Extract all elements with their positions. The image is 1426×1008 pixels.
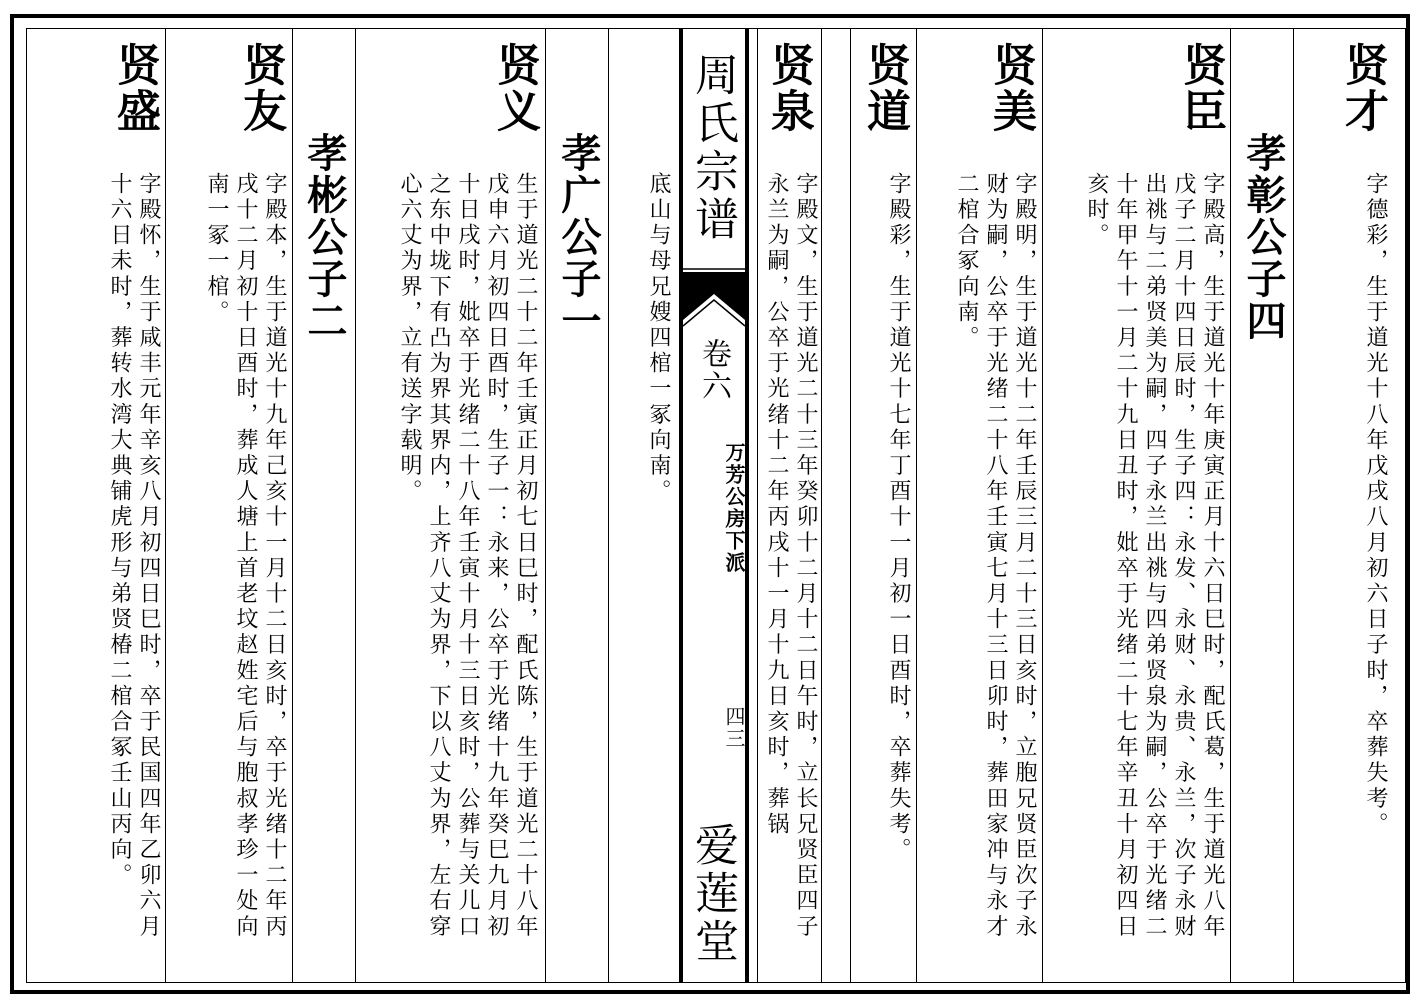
- fishtail-ornament: [683, 268, 745, 328]
- entry-name: 贤道: [859, 42, 910, 134]
- section-heading: 孝广公子一: [555, 132, 602, 342]
- column-divider: [292, 28, 293, 983]
- column-divider: [1230, 28, 1231, 983]
- entry-text: 字殿本，生于道光十九年己亥十一月十二日亥时，卒于光绪十二年丙戌十二月初十日酉时，葬成人塘上首老坟赵姓宅后与胞叔孝珍一处向南一冢一棺。: [204, 172, 287, 940]
- entry-text: 字殿高，生于道光十年庚寅正月十六日巳时，配氏葛，生于道光八年戊子二月十四日辰时，生子四：永发、永财、永贵、永兰，次子永财出祧与二弟贤美为嗣，四子永兰出祧与四弟贤泉为嗣，公卒于光绪二十年甲午十一月二十九日丑时，妣卒于光绪二十七年辛丑十月初四日亥时。: [1084, 172, 1225, 940]
- volume-label: 卷六: [696, 338, 731, 402]
- center-fold-line: [679, 28, 683, 983]
- entry-name: 贤义: [489, 42, 540, 134]
- entry-text: 字德彩，生于道光十八年戊戌八月初六日子时，卒葬失考。: [1363, 172, 1388, 838]
- entry-text: 字殿文，生于道光二十三年癸卯十二月十二日午时，立长兄贤臣四子永兰为嗣，公卒于光绪十二年丙戌十一月十九日亥时，葬锅: [764, 172, 818, 940]
- entry-name: 贤臣: [1175, 42, 1226, 134]
- page-number: 四三: [722, 706, 746, 750]
- column-divider: [850, 28, 851, 983]
- section-heading: 孝彬公子二: [301, 132, 348, 342]
- column-divider: [608, 28, 609, 983]
- genealogy-title: 周氏宗谱: [687, 52, 738, 244]
- column-divider: [916, 28, 917, 983]
- column-divider: [545, 28, 546, 983]
- entry-text: 字殿怀，生于咸丰元年辛亥八月初四日巳时，卒于民国四年乙卯六月十六日未时，葬转水湾大典铺虎形与弟贤椿二棺合冢壬山丙向。: [107, 172, 161, 940]
- section-heading: 孝彰公子四: [1240, 132, 1287, 342]
- hall-name: 爱莲堂: [687, 822, 738, 966]
- branch-label: 万芳公房下派: [722, 442, 746, 574]
- column-divider: [165, 28, 166, 983]
- entry-name: 贤泉: [763, 42, 814, 134]
- entry-text: 字殿彩，生于道光十七年丁酉十一月初一日酉时，卒葬失考。: [886, 172, 911, 864]
- column-divider: [821, 28, 822, 983]
- entry-text: 字殿明，生于道光十二年壬辰三月二十三日亥时，立胞兄贤臣次子永财为嗣，公卒于光绪二十八年壬寅七月十三日卯时，葬田家冲与永才二棺合冢向南。: [954, 172, 1037, 940]
- column-divider: [355, 28, 356, 983]
- entry-name: 贤美: [985, 42, 1036, 134]
- entry-name: 贤才: [1337, 42, 1388, 134]
- entry-name: 贤友: [235, 42, 286, 134]
- entry-name: 贤盛: [109, 42, 160, 134]
- column-divider: [1293, 28, 1294, 983]
- entry-text: 生于道光二十二年壬寅正月初七日巳时，配氏陈，生于道光二十八年戊申六月初四日酉时，生子一：永来，公卒于光绪十九年癸巳九月初十日戌时，妣卒于光绪二十八年壬寅十月十三日亥时，公葬与关儿口之东中垅下有凸为界其界内，上齐八丈为界，下以八丈为界，左右穿心六丈为界，立有送字载明。: [397, 172, 538, 940]
- entry-text-continued: 底山与母兄嫂四棺一冢向南。: [646, 172, 671, 505]
- column-divider: [1042, 28, 1043, 983]
